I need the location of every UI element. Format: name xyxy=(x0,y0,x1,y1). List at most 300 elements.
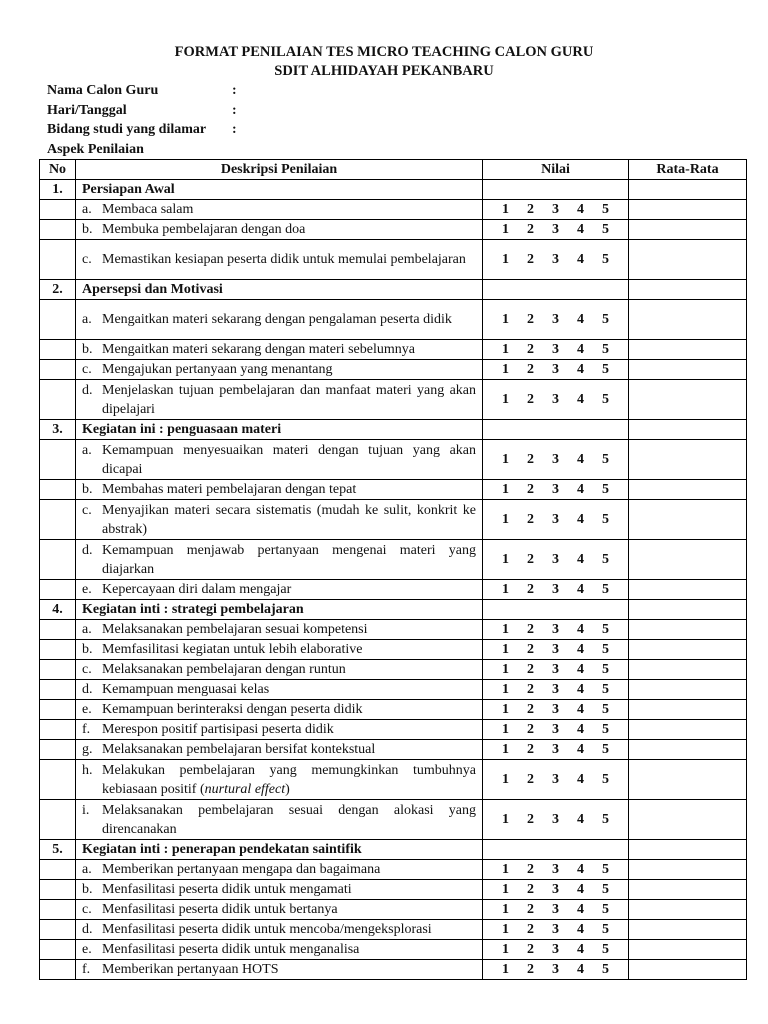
item-text: Membaca salam xyxy=(102,202,194,217)
rata-rata-cell[interactable] xyxy=(629,540,747,580)
score-option[interactable]: 3 xyxy=(552,512,559,527)
item-description xyxy=(76,380,483,420)
item-letter: a. xyxy=(82,442,92,458)
score-option[interactable]: 1 xyxy=(502,882,509,897)
table-row xyxy=(40,960,747,980)
score-option[interactable]: 3 xyxy=(552,662,559,677)
score-option[interactable]: 1 xyxy=(502,812,509,827)
score-option[interactable]: 3 xyxy=(552,942,559,957)
score-option[interactable]: 2 xyxy=(527,922,534,937)
score-option[interactable]: 2 xyxy=(527,722,534,737)
table-row xyxy=(40,860,747,880)
table-row xyxy=(40,680,747,700)
score-option[interactable]: 5 xyxy=(602,342,609,357)
score-option[interactable]: 2 xyxy=(527,452,534,467)
table-row xyxy=(40,940,747,960)
item-text: Merespon positif partisipasi peserta didik xyxy=(102,722,334,737)
nilai-scale-cell xyxy=(483,880,629,900)
table-row xyxy=(40,480,747,500)
score-option[interactable]: 3 xyxy=(552,742,559,757)
item-letter: a. xyxy=(82,622,92,637)
score-option[interactable]: 3 xyxy=(552,312,559,327)
table-row xyxy=(40,900,747,920)
item-letter: e. xyxy=(82,702,92,717)
score-option[interactable]: 1 xyxy=(502,862,509,877)
rata-rata-cell[interactable] xyxy=(629,920,747,940)
header-nilai: Nilai xyxy=(483,160,629,180)
item-text: Membuka pembelajaran dengan doa xyxy=(102,222,306,237)
score-option[interactable]: 3 xyxy=(552,452,559,467)
score-option[interactable]: 5 xyxy=(602,722,609,737)
score-option[interactable]: 4 xyxy=(577,452,584,467)
no-cell-empty xyxy=(40,720,76,740)
score-option[interactable]: 3 xyxy=(552,622,559,637)
rata-rata-cell xyxy=(629,600,747,620)
score-option[interactable]: 1 xyxy=(502,512,509,527)
score-option[interactable]: 4 xyxy=(577,222,584,237)
field-colon: : xyxy=(232,102,237,118)
table-row xyxy=(40,300,747,340)
score-option[interactable]: 3 xyxy=(552,552,559,567)
no-cell-empty xyxy=(40,680,76,700)
table-row xyxy=(40,360,747,380)
score-option[interactable]: 3 xyxy=(552,682,559,697)
score-option[interactable]: 4 xyxy=(577,202,584,217)
score-option[interactable]: 2 xyxy=(527,942,534,957)
score-option[interactable]: 1 xyxy=(502,482,509,497)
score-option[interactable]: 4 xyxy=(577,392,584,407)
rata-rata-cell[interactable] xyxy=(629,740,747,760)
rata-rata-cell[interactable] xyxy=(629,720,747,740)
rata-rata-cell[interactable] xyxy=(629,440,747,480)
score-option[interactable]: 3 xyxy=(552,362,559,377)
score-option[interactable]: 4 xyxy=(577,742,584,757)
score-option[interactable]: 5 xyxy=(602,482,609,497)
item-letter: g. xyxy=(82,742,93,757)
score-option[interactable]: 2 xyxy=(527,902,534,917)
score-option[interactable]: 4 xyxy=(577,682,584,697)
score-option[interactable]: 4 xyxy=(577,862,584,877)
score-option[interactable]: 1 xyxy=(502,642,509,657)
table-row xyxy=(40,240,747,280)
score-option[interactable]: 4 xyxy=(577,942,584,957)
no-cell-empty xyxy=(40,340,76,360)
header-rata-rata: Rata-Rata xyxy=(629,160,747,180)
nilai-scale-cell xyxy=(483,640,629,660)
table-row xyxy=(40,620,747,640)
item-text: Mengajukan pertanyaan yang menantang xyxy=(102,362,333,377)
score-option[interactable]: 5 xyxy=(602,392,609,407)
nilai-scale-cell xyxy=(483,720,629,740)
score-option[interactable]: 5 xyxy=(602,812,609,827)
score-option[interactable]: 3 xyxy=(552,882,559,897)
score-option[interactable]: 1 xyxy=(502,902,509,917)
score-option[interactable]: 3 xyxy=(552,582,559,597)
score-option[interactable]: 2 xyxy=(527,202,534,217)
score-option[interactable]: 2 xyxy=(527,342,534,357)
nilai-scale-cell xyxy=(483,580,629,600)
score-option[interactable]: 3 xyxy=(552,482,559,497)
field-label: Bidang studi yang dilamar xyxy=(47,122,207,137)
score-option[interactable]: 2 xyxy=(527,682,534,697)
item-letter: c. xyxy=(82,662,92,677)
rata-rata-cell[interactable] xyxy=(629,340,747,360)
item-letter: e. xyxy=(82,582,92,597)
score-option[interactable]: 5 xyxy=(602,312,609,327)
score-option[interactable]: 1 xyxy=(502,742,509,757)
item-description xyxy=(76,900,483,920)
rata-rata-cell[interactable] xyxy=(629,760,747,800)
rata-rata-cell[interactable] xyxy=(629,240,747,280)
table-row xyxy=(40,660,747,680)
rata-rata-cell[interactable] xyxy=(629,940,747,960)
table-header-row xyxy=(40,160,747,180)
item-letter: e. xyxy=(82,942,92,957)
nilai-scale-cell xyxy=(483,680,629,700)
item-text: Melaksanakan pembelajaran dengan runtun xyxy=(102,662,346,677)
table-row xyxy=(40,720,747,740)
table-body xyxy=(40,180,747,980)
item-letter: b. xyxy=(82,482,93,497)
score-option[interactable]: 2 xyxy=(527,772,534,787)
section-title: Kegiatan ini : penguasaan materi xyxy=(76,420,483,440)
score-option[interactable]: 1 xyxy=(502,682,509,697)
item-text: Mengaitkan materi sekarang dengan pengalaman peserta didik xyxy=(102,312,452,327)
rata-rata-cell[interactable] xyxy=(629,860,747,880)
score-option[interactable]: 4 xyxy=(577,482,584,497)
rata-rata-cell[interactable] xyxy=(629,200,747,220)
rata-rata-cell[interactable] xyxy=(629,960,747,980)
score-option[interactable]: 1 xyxy=(502,312,509,327)
rata-rata-cell xyxy=(629,280,747,300)
score-option[interactable]: 3 xyxy=(552,342,559,357)
item-letter: b. xyxy=(82,642,93,657)
score-option[interactable]: 4 xyxy=(577,812,584,827)
score-option[interactable]: 2 xyxy=(527,252,534,267)
field-label: Nama Calon Guru xyxy=(47,83,159,98)
score-option[interactable]: 5 xyxy=(602,582,609,597)
score-option[interactable]: 5 xyxy=(602,682,609,697)
score-option[interactable]: 5 xyxy=(602,642,609,657)
score-option[interactable]: 1 xyxy=(502,362,509,377)
score-option[interactable]: 2 xyxy=(527,482,534,497)
table-row xyxy=(40,920,747,940)
item-text: Menjelaskan tujuan pembelajaran dan manfaat materi yang akan dipelajari xyxy=(102,382,476,417)
rata-rata-cell[interactable] xyxy=(629,680,747,700)
score-option[interactable]: 4 xyxy=(577,922,584,937)
score-option[interactable]: 3 xyxy=(552,642,559,657)
header-deskripsi: Deskripsi Penilaian xyxy=(76,160,483,180)
item-description xyxy=(76,300,483,340)
score-option[interactable]: 1 xyxy=(502,392,509,407)
table-row xyxy=(40,440,747,480)
item-letter: b. xyxy=(82,342,93,357)
score-option[interactable]: 1 xyxy=(502,962,509,977)
no-cell-empty xyxy=(40,760,76,800)
score-option[interactable]: 5 xyxy=(602,662,609,677)
score-option[interactable]: 5 xyxy=(602,452,609,467)
score-option[interactable]: 4 xyxy=(577,772,584,787)
item-letter: b. xyxy=(82,222,93,237)
item-text: Memfasilitasi kegiatan untuk lebih elaborative xyxy=(102,642,363,657)
score-option[interactable]: 3 xyxy=(552,772,559,787)
item-letter: a. xyxy=(82,862,92,877)
score-option[interactable]: 4 xyxy=(577,882,584,897)
field-nama xyxy=(47,81,347,101)
nilai-cell-empty xyxy=(483,280,629,300)
rata-rata-cell[interactable] xyxy=(629,220,747,240)
score-option[interactable]: 4 xyxy=(577,642,584,657)
score-option[interactable]: 2 xyxy=(527,642,534,657)
nilai-scale-cell xyxy=(483,240,629,280)
score-option[interactable]: 5 xyxy=(602,552,609,567)
item-description xyxy=(76,480,483,500)
score-option[interactable]: 5 xyxy=(602,362,609,377)
score-option[interactable]: 5 xyxy=(602,222,609,237)
score-option[interactable]: 2 xyxy=(527,812,534,827)
section-title: Persiapan Awal xyxy=(76,180,483,200)
rata-rata-cell[interactable] xyxy=(629,640,747,660)
nilai-scale-cell xyxy=(483,920,629,940)
nilai-scale-cell xyxy=(483,500,629,540)
section-row xyxy=(40,280,747,300)
no-cell-empty xyxy=(40,920,76,940)
item-description xyxy=(76,740,483,760)
no-cell-empty xyxy=(40,940,76,960)
item-description xyxy=(76,620,483,640)
score-option[interactable]: 2 xyxy=(527,312,534,327)
score-option[interactable]: 3 xyxy=(552,722,559,737)
section-number: 4. xyxy=(40,600,76,620)
item-description xyxy=(76,860,483,880)
score-option[interactable]: 3 xyxy=(552,922,559,937)
rata-rata-cell xyxy=(629,180,747,200)
score-option[interactable]: 3 xyxy=(552,962,559,977)
field-label: Hari/Tanggal xyxy=(47,102,127,118)
item-text: Melaksanakan pembelajaran sesuai kompetensi xyxy=(102,622,368,637)
rata-rata-cell[interactable] xyxy=(629,500,747,540)
score-option[interactable]: 1 xyxy=(502,582,509,597)
score-option[interactable]: 1 xyxy=(502,622,509,637)
score-option[interactable]: 3 xyxy=(552,202,559,217)
document-title: FORMAT PENILAIAN TES MICRO TEACHING CALON GURU xyxy=(174,44,594,60)
score-option[interactable]: 1 xyxy=(502,922,509,937)
score-option[interactable]: 5 xyxy=(602,942,609,957)
no-cell-empty xyxy=(40,360,76,380)
score-option[interactable]: 1 xyxy=(502,772,509,787)
nilai-scale-cell xyxy=(483,700,629,720)
score-option[interactable]: 2 xyxy=(527,582,534,597)
score-option[interactable]: 1 xyxy=(502,222,509,237)
score-option[interactable]: 1 xyxy=(502,942,509,957)
rata-rata-cell[interactable] xyxy=(629,360,747,380)
score-option[interactable]: 4 xyxy=(577,622,584,637)
item-text: Kemampuan menyesuaikan materi dengan tujuan yang akan dicapai xyxy=(102,442,476,477)
item-text: Memastikan kesiapan peserta didik untuk memulai pembelajaran xyxy=(102,252,466,267)
field-colon: : xyxy=(232,83,237,98)
score-option[interactable]: 5 xyxy=(602,742,609,757)
score-option[interactable]: 2 xyxy=(527,962,534,977)
item-text: Melaksanakan pembelajaran sesuai dengan alokasi yang direncanakan xyxy=(102,802,476,837)
no-cell-empty xyxy=(40,960,76,980)
no-cell-empty xyxy=(40,620,76,640)
section-number: 2. xyxy=(40,280,76,300)
table-row xyxy=(40,380,747,420)
section-number: 5. xyxy=(40,840,76,860)
score-option[interactable]: 4 xyxy=(577,582,584,597)
item-description xyxy=(76,580,483,600)
section-row xyxy=(40,180,747,200)
score-option[interactable]: 5 xyxy=(602,202,609,217)
rata-rata-cell xyxy=(629,420,747,440)
table-row xyxy=(40,200,747,220)
score-option[interactable]: 1 xyxy=(502,662,509,677)
no-cell-empty xyxy=(40,500,76,540)
score-option[interactable]: 1 xyxy=(502,202,509,217)
item-description xyxy=(76,940,483,960)
score-option[interactable]: 5 xyxy=(602,862,609,877)
nilai-scale-cell xyxy=(483,540,629,580)
score-option[interactable]: 4 xyxy=(577,662,584,677)
score-option[interactable]: 1 xyxy=(502,552,509,567)
score-option[interactable]: 1 xyxy=(502,702,509,717)
item-description xyxy=(76,360,483,380)
score-option[interactable]: 4 xyxy=(577,312,584,327)
score-option[interactable]: 3 xyxy=(552,252,559,267)
score-option[interactable]: 2 xyxy=(527,742,534,757)
no-cell-empty xyxy=(40,860,76,880)
score-option[interactable]: 2 xyxy=(527,702,534,717)
score-option[interactable]: 5 xyxy=(602,702,609,717)
rata-rata-cell[interactable] xyxy=(629,300,747,340)
score-option[interactable]: 2 xyxy=(527,882,534,897)
table-row xyxy=(40,700,747,720)
score-option[interactable]: 5 xyxy=(602,252,609,267)
score-option[interactable]: 4 xyxy=(577,342,584,357)
score-option[interactable]: 4 xyxy=(577,552,584,567)
table-row xyxy=(40,220,747,240)
score-option[interactable]: 3 xyxy=(552,392,559,407)
field-colon: : xyxy=(232,122,237,137)
item-text: Melakukan pembelajaran yang memungkinkan tumbuhnya kebiasaan positif (nurtural effect) xyxy=(102,762,476,797)
section-number: 3. xyxy=(40,420,76,440)
score-option[interactable]: 5 xyxy=(602,882,609,897)
score-option[interactable]: 2 xyxy=(527,662,534,677)
no-cell-empty xyxy=(40,440,76,480)
score-option[interactable]: 3 xyxy=(552,862,559,877)
section-number: 1. xyxy=(40,180,76,200)
item-text: Menfasilitasi peserta didik untuk menganalisa xyxy=(102,942,360,957)
item-text: Kepercayaan diri dalam mengajar xyxy=(102,582,292,597)
item-letter: c. xyxy=(82,252,92,267)
header-no: No xyxy=(40,160,76,180)
score-option[interactable]: 4 xyxy=(577,252,584,267)
no-cell-empty xyxy=(40,540,76,580)
item-letter: c. xyxy=(82,502,92,518)
score-option[interactable]: 2 xyxy=(527,362,534,377)
field-bidang-studi xyxy=(47,120,347,140)
score-option[interactable]: 3 xyxy=(552,702,559,717)
score-option[interactable]: 4 xyxy=(577,702,584,717)
nilai-cell-empty xyxy=(483,840,629,860)
score-option[interactable]: 2 xyxy=(527,392,534,407)
no-cell-empty xyxy=(40,380,76,420)
item-description xyxy=(76,440,483,480)
rata-rata-cell[interactable] xyxy=(629,620,747,640)
rata-rata-cell[interactable] xyxy=(629,480,747,500)
score-option[interactable]: 2 xyxy=(527,552,534,567)
score-option[interactable]: 2 xyxy=(527,862,534,877)
rata-rata-cell[interactable] xyxy=(629,700,747,720)
score-option[interactable]: 2 xyxy=(527,622,534,637)
no-cell-empty xyxy=(40,480,76,500)
item-description xyxy=(76,800,483,840)
score-option[interactable]: 3 xyxy=(552,812,559,827)
item-description xyxy=(76,660,483,680)
score-option[interactable]: 3 xyxy=(552,222,559,237)
rata-rata-cell[interactable] xyxy=(629,380,747,420)
rata-rata-cell[interactable] xyxy=(629,880,747,900)
nilai-scale-cell xyxy=(483,360,629,380)
nilai-scale-cell xyxy=(483,660,629,680)
score-option[interactable]: 5 xyxy=(602,922,609,937)
score-option[interactable]: 4 xyxy=(577,962,584,977)
rata-rata-cell[interactable] xyxy=(629,900,747,920)
item-text: Memberikan pertanyaan HOTS xyxy=(102,962,279,977)
score-option[interactable]: 1 xyxy=(502,252,509,267)
item-letter: a. xyxy=(82,312,92,327)
score-option[interactable]: 4 xyxy=(577,902,584,917)
score-option[interactable]: 2 xyxy=(527,512,534,527)
nilai-scale-cell xyxy=(483,960,629,980)
rata-rata-cell[interactable] xyxy=(629,580,747,600)
item-letter: d. xyxy=(82,382,93,398)
assessment-table xyxy=(39,159,747,980)
score-option[interactable]: 1 xyxy=(502,452,509,467)
rata-rata-cell xyxy=(629,840,747,860)
score-option[interactable]: 1 xyxy=(502,722,509,737)
no-cell-empty xyxy=(40,200,76,220)
item-text: Menfasilitasi peserta didik untuk mengamati xyxy=(102,882,352,897)
item-letter: d. xyxy=(82,922,93,937)
no-cell-empty xyxy=(40,800,76,840)
score-option[interactable]: 5 xyxy=(602,772,609,787)
no-cell-empty xyxy=(40,640,76,660)
nilai-scale-cell xyxy=(483,800,629,840)
item-text: Menfasilitasi peserta didik untuk mencoba/mengeksplorasi xyxy=(102,922,432,937)
section-row xyxy=(40,840,747,860)
score-option[interactable]: 4 xyxy=(577,362,584,377)
rata-rata-cell[interactable] xyxy=(629,800,747,840)
score-option[interactable]: 4 xyxy=(577,512,584,527)
nilai-scale-cell xyxy=(483,440,629,480)
table-row xyxy=(40,760,747,800)
rata-rata-cell[interactable] xyxy=(629,660,747,680)
table-row xyxy=(40,800,747,840)
score-option[interactable]: 1 xyxy=(502,342,509,357)
nilai-cell-empty xyxy=(483,420,629,440)
table-row xyxy=(40,740,747,760)
score-option[interactable]: 5 xyxy=(602,512,609,527)
no-cell-empty xyxy=(40,700,76,720)
score-option[interactable]: 4 xyxy=(577,722,584,737)
score-option[interactable]: 5 xyxy=(602,902,609,917)
score-option[interactable]: 5 xyxy=(602,622,609,637)
score-option[interactable]: 3 xyxy=(552,902,559,917)
item-text: Melaksanakan pembelajaran bersifat kontekstual xyxy=(102,742,376,757)
score-option[interactable]: 5 xyxy=(602,962,609,977)
score-option[interactable]: 2 xyxy=(527,222,534,237)
